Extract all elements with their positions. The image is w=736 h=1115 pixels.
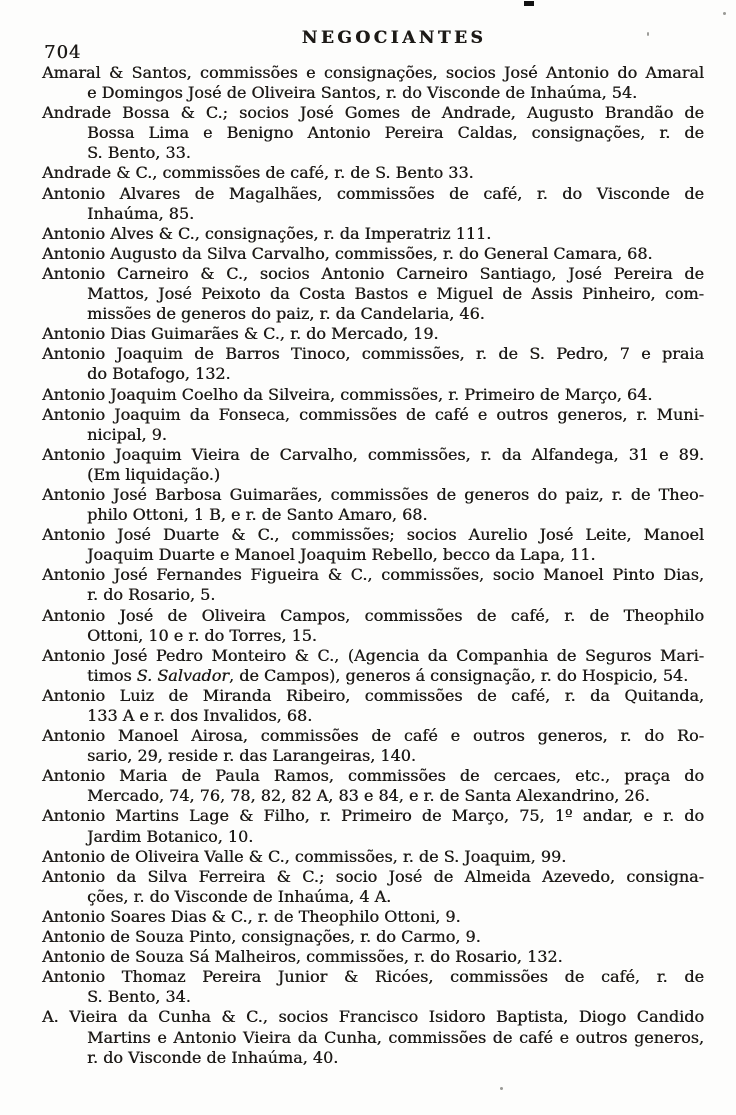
directory-entry bbox=[42, 525, 704, 565]
entry-line: Antonio José Fernandes Figueira & C., commissões, socio Manoel Pinto Dias, bbox=[42, 565, 704, 585]
entry-line: Joaquim Duarte e Manoel Joaquim Rebello, becco da Lapa, 11. bbox=[87, 545, 596, 565]
entry-line: Antonio Maria de Paula Ramos, commissões de cercaes, etc., praça do bbox=[42, 766, 704, 786]
entry-line: e Domingos José de Oliveira Santos, r. do Visconde de Inhaúma, 54. bbox=[87, 83, 638, 103]
entry-line: missões de generos do paiz, r. da Candelaria, 46. bbox=[87, 304, 485, 324]
directory-entry bbox=[42, 385, 704, 405]
entry-line: Antonio de Souza Pinto, consignações, r. do Carmo, 9. bbox=[42, 927, 481, 947]
entry-line: Andrade & C., commissões de café, r. de S. Bento 33. bbox=[42, 163, 474, 183]
directory-entry bbox=[42, 565, 704, 605]
entry-line: A. Vieira da Cunha & C., socios Francisco Isidoro Baptista, Diogo Candido bbox=[42, 1007, 704, 1027]
directory-entry bbox=[42, 103, 704, 163]
entry-line: Antonio Thomaz Pereira Junior & Ricóes, commissões de café, r. de bbox=[42, 967, 704, 987]
entry-line bbox=[87, 666, 704, 686]
plain-text: , de Campos), generos á consignação, r. do Hospicio, 54. bbox=[228, 665, 689, 685]
entry-line: (Em liquidação.) bbox=[87, 464, 221, 484]
directory-entry bbox=[42, 244, 704, 264]
entry-line: Antonio Alvares de Magalhães, commissões de café, r. do Visconde de bbox=[42, 183, 704, 203]
scan-speck bbox=[723, 12, 726, 15]
scan-artifact bbox=[524, 1, 534, 6]
entry-line: Antonio Augusto da Silva Carvalho, commissões, r. do General Camara, 68. bbox=[42, 243, 653, 263]
entry-line: r. do Rosario, 5. bbox=[87, 585, 216, 605]
entry-line: Antonio Joaquim Coelho da Silveira, commissões, r. Primeiro de Março, 64. bbox=[42, 384, 653, 404]
entry-line: r. do Visconde de Inhaúma, 40. bbox=[87, 1047, 339, 1067]
entry-line: Amaral & Santos, commissões e consignações, socios José Antonio do Amaral bbox=[42, 63, 704, 82]
running-header: NEGOCIANTES bbox=[301, 28, 487, 48]
directory-entry bbox=[42, 967, 704, 1007]
entry-line: Antonio Martins Lage & Filho, r. Primeiro de Março, 75, 1º andar, e r. do bbox=[42, 806, 704, 826]
entry-line: Antonio Joaquim da Fonseca, commissões de café e outros generos, r. Muni- bbox=[42, 404, 704, 424]
directory-entry bbox=[42, 445, 704, 485]
directory-entry bbox=[42, 163, 704, 183]
entry-line: Antonio Dias Guimarães & C., r. do Mercado, 19. bbox=[42, 324, 439, 344]
directory-entry bbox=[42, 927, 704, 947]
directory-entry bbox=[42, 324, 704, 344]
directory-entry bbox=[42, 344, 704, 384]
directory-entry bbox=[42, 867, 704, 907]
entry-line: Antonio da Silva Ferreira & C.; socio José de Almeida Azevedo, consigna- bbox=[42, 866, 704, 886]
entry-line: Martins e Antonio Vieira da Cunha, commissões de café e outros generos, bbox=[87, 1027, 704, 1047]
entry-line: ções, r. do Visconde de Inhaúma, 4 A. bbox=[87, 886, 392, 906]
entry-line: Antonio Manoel Airosa, commissões de café e outros generos, r. do Ro- bbox=[42, 726, 704, 746]
entry-line: S. Bento, 33. bbox=[87, 143, 191, 163]
entry-line: Ottoni, 10 e r. do Torres, 15. bbox=[87, 625, 317, 645]
directory-entry bbox=[42, 947, 704, 967]
directory-entry bbox=[42, 405, 704, 445]
entry-line: nicipal, 9. bbox=[87, 424, 167, 444]
scan-speck bbox=[500, 1087, 503, 1090]
directory-entry bbox=[42, 1007, 704, 1067]
entry-line: Mattos, José Peixoto da Costa Bastos e Miguel de Assis Pinheiro, com- bbox=[87, 284, 704, 304]
entry-line: do Botafogo, 132. bbox=[87, 364, 231, 384]
entry-line: Andrade Bossa & C.; socios José Gomes de Andrade, Augusto Brandão de bbox=[42, 103, 704, 123]
directory-entry bbox=[42, 726, 704, 766]
directory-list bbox=[42, 63, 704, 1068]
directory-entry bbox=[42, 907, 704, 927]
entry-line: Jardim Botanico, 10. bbox=[87, 826, 254, 846]
italic-text: S. Salvador bbox=[136, 665, 229, 685]
entry-line: sario, 29, reside r. das Larangeiras, 140. bbox=[87, 746, 416, 766]
directory-entry bbox=[42, 766, 704, 806]
directory-entry bbox=[42, 63, 704, 103]
entry-line: Antonio Soares Dias & C., r. de Theophilo Ottoni, 9. bbox=[42, 906, 461, 926]
page-number: 704 bbox=[44, 42, 82, 63]
entry-line: Antonio Joaquim de Barros Tinoco, commissões, r. de S. Pedro, 7 e praia bbox=[42, 344, 704, 364]
entry-line: S. Bento, 34. bbox=[87, 987, 191, 1007]
entry-line: Antonio José Barbosa Guimarães, commissões de generos do paiz, r. de Theo- bbox=[42, 484, 704, 504]
entry-line: Antonio Joaquim Vieira de Carvalho, commissões, r. da Alfandega, 31 e 89. bbox=[42, 444, 704, 464]
directory-entry bbox=[42, 686, 704, 726]
directory-entry bbox=[42, 264, 704, 324]
entry-line: philo Ottoni, 1 B, e r. de Santo Amaro, 68. bbox=[87, 505, 428, 525]
entry-line: Antonio José Pedro Monteiro & C., (Agencia da Companhia de Seguros Mari- bbox=[42, 645, 704, 665]
entry-line: Antonio de Souza Sá Malheiros, commissões, r. do Rosario, 132. bbox=[42, 947, 563, 967]
plain-text: timos bbox=[87, 665, 137, 685]
directory-entry bbox=[42, 184, 704, 224]
entry-line: 133 A e r. dos Invalidos, 68. bbox=[87, 706, 313, 725]
directory-entry bbox=[42, 606, 704, 646]
entry-line: Antonio Luiz de Miranda Ribeiro, commissões de café, r. da Quitanda, bbox=[42, 685, 704, 705]
directory-entry bbox=[42, 224, 704, 244]
entry-line: Bossa Lima e Benigno Antonio Pereira Caldas, consignações, r. de bbox=[87, 123, 704, 143]
entry-line: Inhaúma, 85. bbox=[87, 203, 195, 223]
entry-line: Antonio Alves & C., consignações, r. da Imperatriz 111. bbox=[42, 223, 492, 243]
entry-line: Antonio José de Oliveira Campos, commissões de café, r. de Theophilo bbox=[42, 605, 704, 625]
directory-entry bbox=[42, 646, 704, 686]
directory-entry bbox=[42, 847, 704, 867]
directory-entry bbox=[42, 485, 704, 525]
entry-line: Antonio Carneiro & C., socios Antonio Carneiro Santiago, José Pereira de bbox=[42, 263, 704, 283]
directory-entry bbox=[42, 806, 704, 846]
entry-line: Antonio de Oliveira Valle & C., commissões, r. de S. Joaquim, 99. bbox=[42, 846, 567, 866]
entry-line: Antonio José Duarte & C., commissões; socios Aurelio José Leite, Manoel bbox=[42, 525, 704, 545]
entry-line: Mercado, 74, 76, 78, 82, 82 A, 83 e 84, e r. de Santa Alexandrino, 26. bbox=[87, 786, 650, 806]
